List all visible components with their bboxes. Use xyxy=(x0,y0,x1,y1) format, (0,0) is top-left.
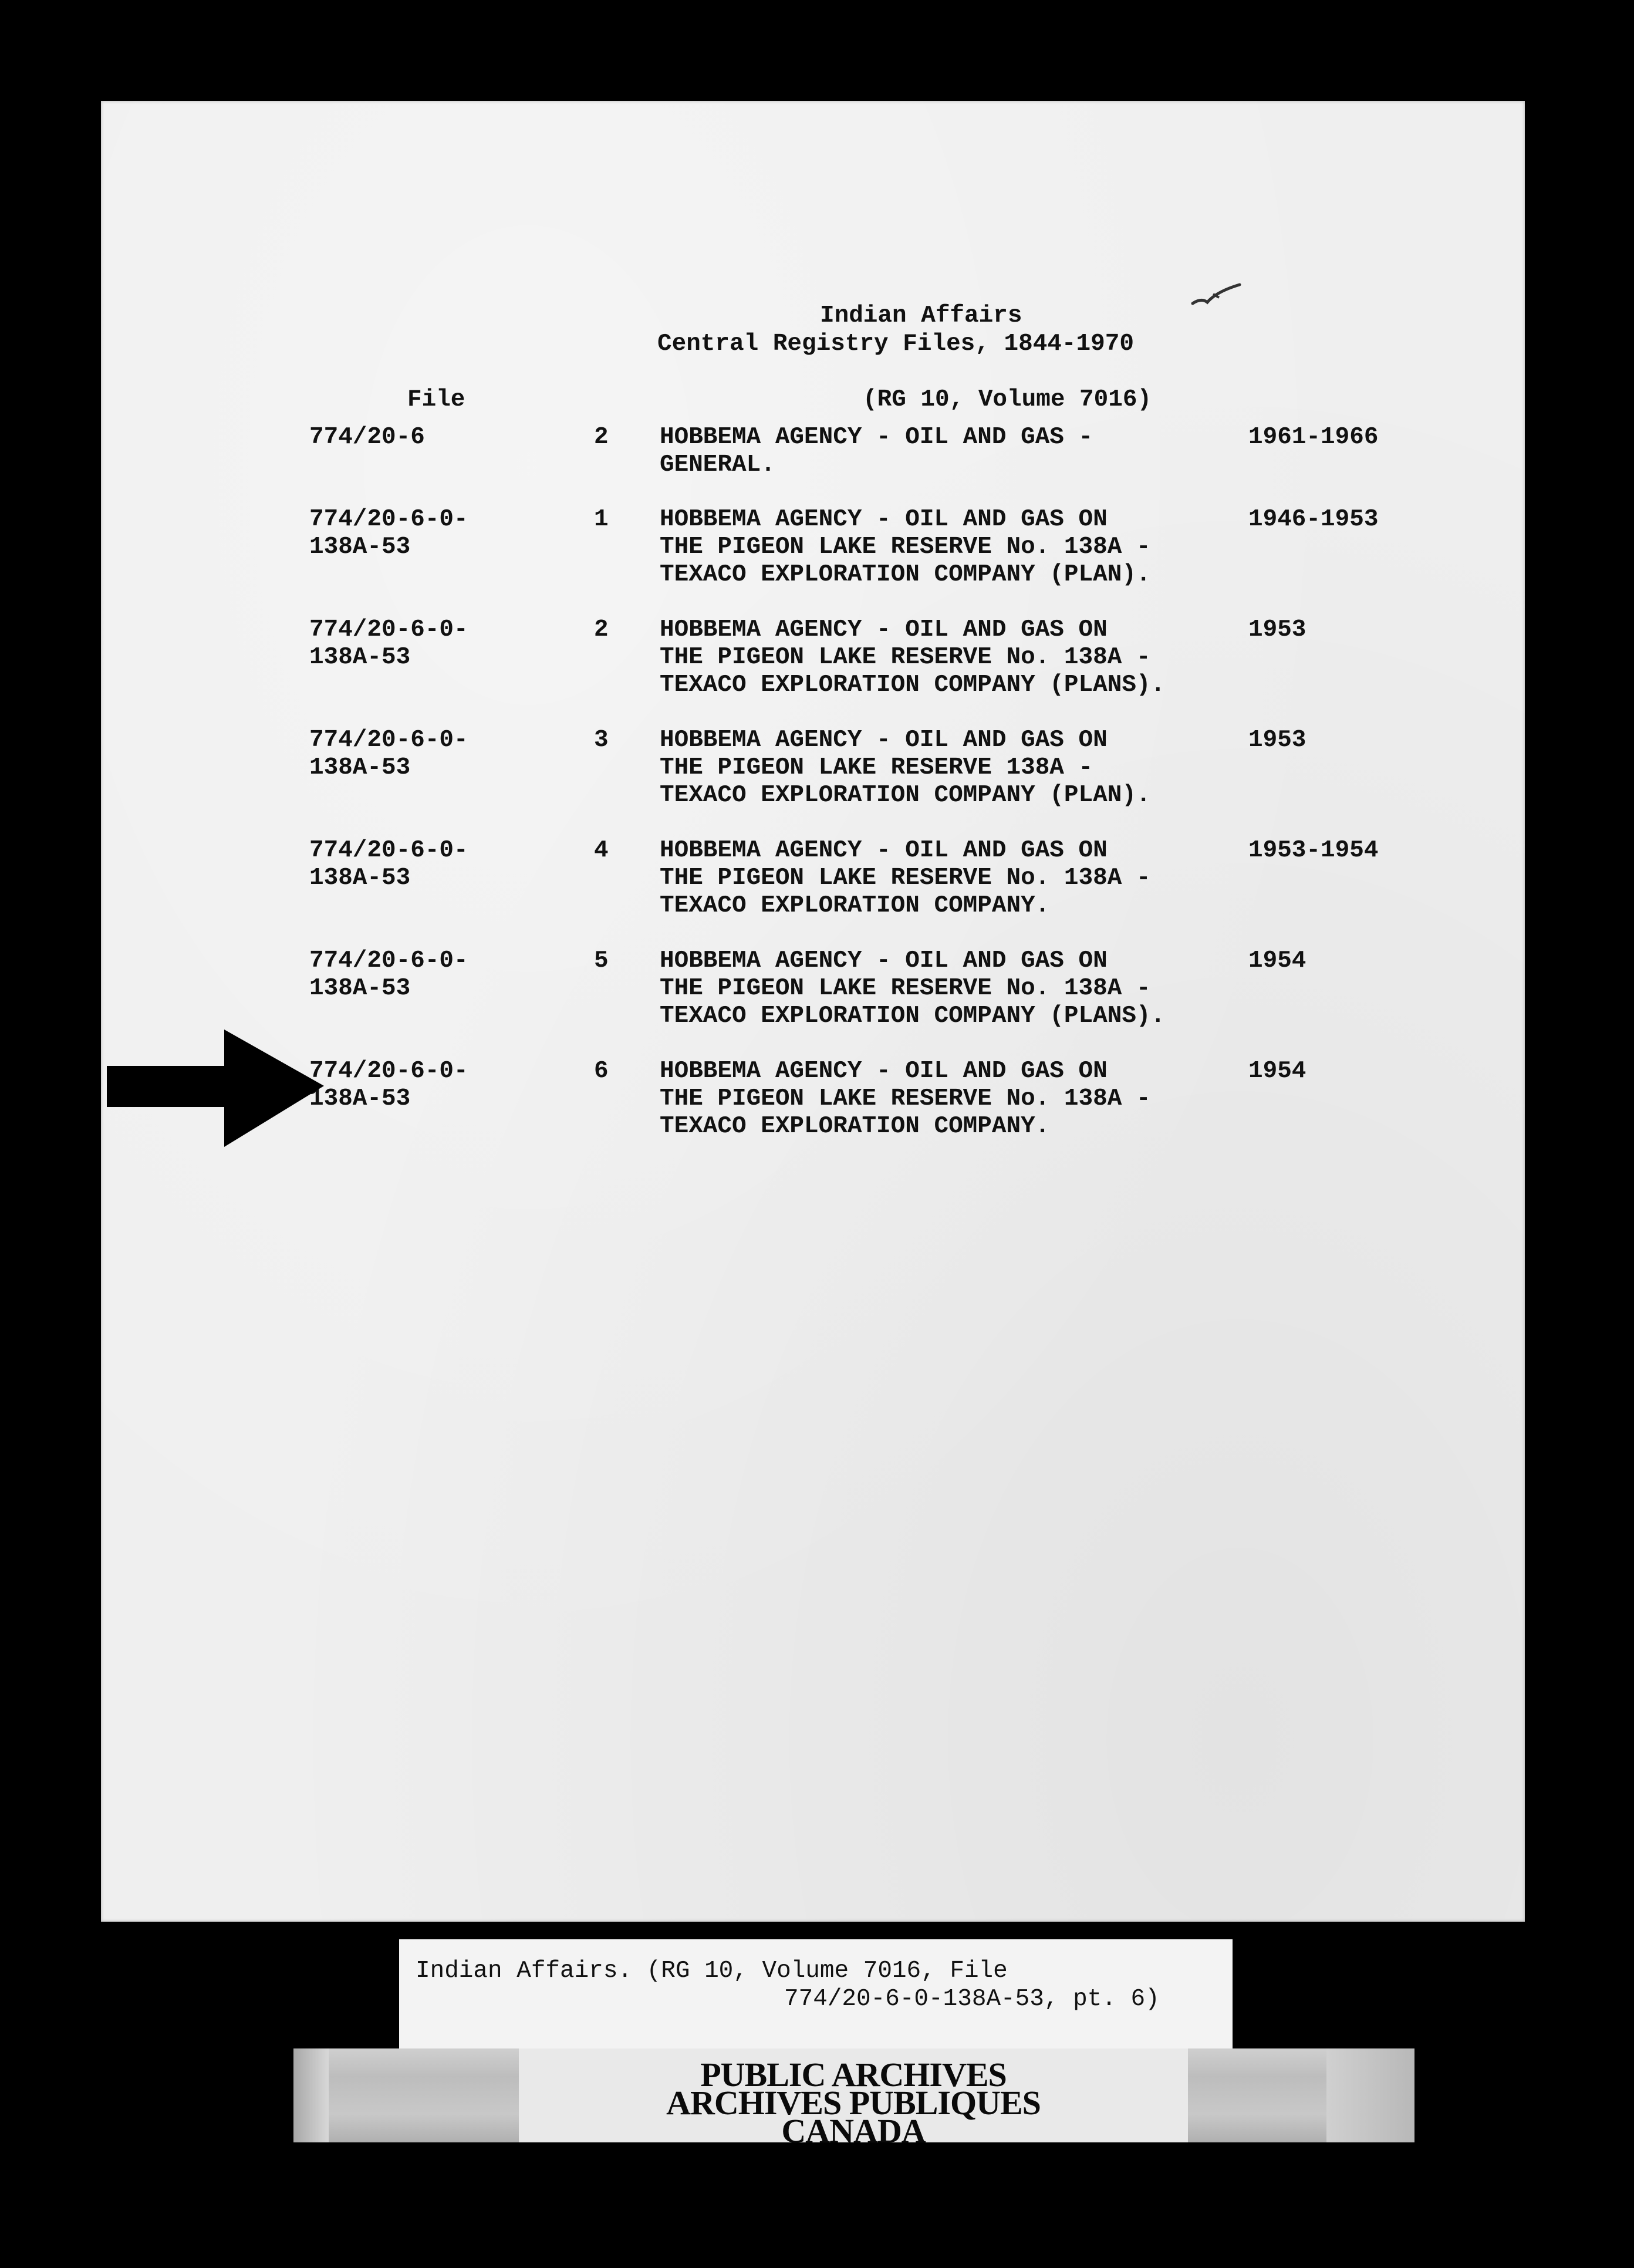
reference-caption xyxy=(399,1939,1233,2050)
part-number: 6 xyxy=(594,1058,609,1085)
file-number: 774/20-6-0- 138A-53 xyxy=(309,947,468,1002)
document-page xyxy=(101,101,1525,1922)
date-range: 1954 xyxy=(1248,947,1306,974)
file-title: HOBBEMA AGENCY - OIL AND GAS ON THE PIGEON LAKE RESERVE No. 138A - TEXACO EXPLORATION COMPANY. xyxy=(660,837,1151,919)
file-title: HOBBEMA AGENCY - OIL AND GAS ON THE PIGEON LAKE RESERVE No. 138A - TEXACO EXPLORATION COMPANY (PLANS). xyxy=(660,947,1166,1030)
arrow-right-icon xyxy=(107,1030,324,1147)
part-number: 2 xyxy=(594,424,609,451)
date-range: 1954 xyxy=(1248,1058,1306,1085)
stamp-edge-right xyxy=(1326,2048,1414,2142)
header-title: Indian Affairs xyxy=(820,302,1022,329)
stamp-line-1: PUBLIC ARCHIVES xyxy=(700,2056,1007,2094)
part-number: 3 xyxy=(594,727,609,754)
file-number: 774/20-6 xyxy=(309,424,425,451)
file-number: 774/20-6-0- 138A-53 xyxy=(309,1058,468,1112)
file-column-label: File xyxy=(407,386,465,413)
stamp-card xyxy=(519,2048,1188,2150)
date-range: 1961-1966 xyxy=(1248,424,1379,451)
caption-line-1: Indian Affairs. (RG 10, Volume 7016, File xyxy=(416,1958,1008,1985)
header-subtitle: Central Registry Files, 1844-1970 xyxy=(657,330,1134,357)
date-range: 1953-1954 xyxy=(1248,837,1379,864)
caption-line-2: 774/20-6-0-138A-53, pt. 6) xyxy=(784,1986,1160,2013)
date-range: 1953 xyxy=(1248,616,1306,643)
stamp-line-3: CANADA xyxy=(781,2112,926,2150)
date-range: 1953 xyxy=(1248,727,1306,754)
file-number: 774/20-6-0- 138A-53 xyxy=(309,616,468,671)
file-number: 774/20-6-0- 138A-53 xyxy=(309,837,468,892)
file-title: HOBBEMA AGENCY - OIL AND GAS ON THE PIGEON LAKE RESERVE No. 138A - TEXACO EXPLORATION COMPANY (PLAN). xyxy=(660,506,1151,588)
part-number: 2 xyxy=(594,616,609,643)
file-number: 774/20-6-0- 138A-53 xyxy=(309,506,468,561)
stamp-line-2: ARCHIVES PUBLIQUES xyxy=(666,2084,1041,2122)
volume-reference: (RG 10, Volume 7016) xyxy=(863,386,1152,413)
stamp-edge-left xyxy=(293,2048,329,2142)
file-title: HOBBEMA AGENCY - OIL AND GAS ON THE PIGEON LAKE RESERVE 138A - TEXACO EXPLORATION COMPANY (PLAN). xyxy=(660,727,1151,809)
date-range: 1946-1953 xyxy=(1248,506,1379,533)
pen-check-mark xyxy=(1190,280,1243,315)
part-number: 4 xyxy=(594,837,609,864)
file-title: HOBBEMA AGENCY - OIL AND GAS ON THE PIGEON LAKE RESERVE No. 138A - TEXACO EXPLORATION COMPANY (PLANS). xyxy=(660,616,1166,698)
file-title: HOBBEMA AGENCY - OIL AND GAS - GENERAL. xyxy=(660,424,1093,478)
file-title: HOBBEMA AGENCY - OIL AND GAS ON THE PIGEON LAKE RESERVE No. 138A - TEXACO EXPLORATION COMPANY. xyxy=(660,1058,1151,1140)
part-number: 1 xyxy=(594,506,609,533)
archives-stamp xyxy=(293,2048,1414,2150)
part-number: 5 xyxy=(594,947,609,974)
file-number: 774/20-6-0- 138A-53 xyxy=(309,727,468,781)
